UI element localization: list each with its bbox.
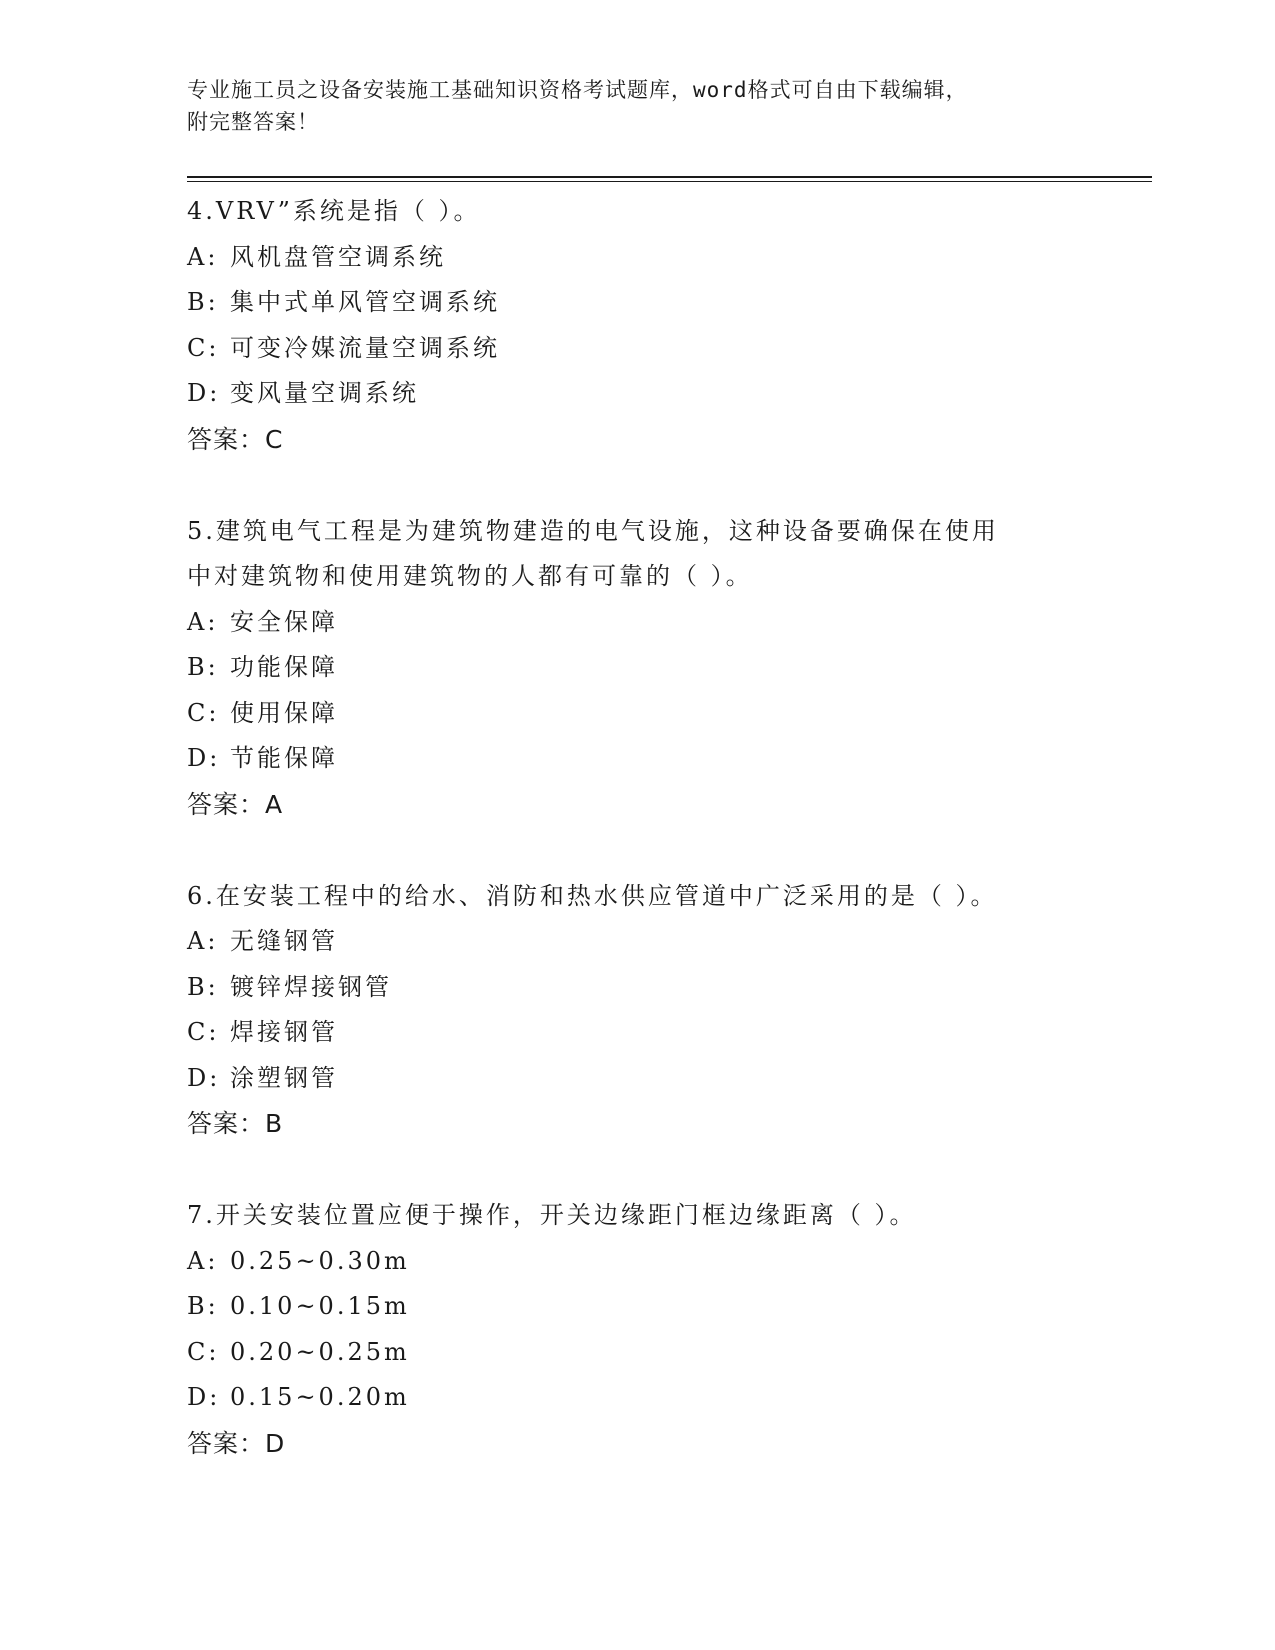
answer-line: 答案：D	[187, 1428, 286, 1458]
option-text: 涂塑钢管	[230, 1063, 338, 1092]
answer-line: 答案：B	[187, 1109, 284, 1138]
option-text: 安全保障	[230, 607, 338, 636]
answer-line: 答案：C	[187, 424, 284, 454]
option-b	[187, 280, 1107, 326]
question-stem: 5.建筑电气工程是为建筑物建造的电气设施，这种设备要确保在使用	[187, 516, 999, 545]
option-text: 0.15~0.20m	[230, 1383, 410, 1411]
option-text: 0.20~0.25m	[230, 1337, 410, 1366]
option-c	[187, 1330, 1107, 1376]
option-key: B:	[187, 653, 219, 681]
header-divider-thick	[187, 176, 1152, 178]
option-key: D:	[187, 379, 221, 407]
header-divider-thin	[187, 181, 1152, 182]
option-key: D:	[187, 1063, 221, 1092]
option-key: C:	[187, 333, 220, 362]
option-key: C:	[187, 698, 220, 727]
option-text: 变风量空调系统	[230, 379, 419, 407]
option-c	[187, 1010, 1107, 1056]
option-key: B:	[187, 972, 219, 1001]
question-list	[187, 189, 1107, 1513]
option-key: A:	[187, 1246, 219, 1275]
option-text: 集中式单风管空调系统	[230, 288, 500, 316]
option-b	[187, 645, 1107, 691]
option-key: A:	[187, 607, 219, 636]
option-b	[187, 1284, 1107, 1330]
option-text: 焊接钢管	[230, 1018, 338, 1046]
option-a	[187, 600, 1107, 646]
question-stem-continued: 中对建筑物和使用建筑物的人都有可靠的（ ）。	[187, 562, 753, 590]
option-key: D:	[187, 744, 221, 772]
option-text: 无缝钢管	[230, 927, 338, 955]
option-text: 可变冷媒流量空调系统	[230, 333, 500, 362]
question-stem: 4.VRV”系统是指（ ）。	[187, 197, 481, 225]
option-a	[187, 1239, 1107, 1285]
question-5	[187, 509, 1107, 828]
question-6	[187, 874, 1107, 1148]
option-key: C:	[187, 1018, 220, 1046]
question-7	[187, 1193, 1107, 1467]
question-4	[187, 189, 1107, 463]
option-d	[187, 1056, 1107, 1102]
option-key: B:	[187, 1292, 219, 1320]
header-line-1: 专业施工员之设备安装施工基础知识资格考试题库，word格式可自由下载编辑，	[187, 78, 968, 102]
option-text: 0.25~0.30m	[230, 1246, 410, 1275]
answer-line: 答案：A	[187, 789, 284, 819]
option-text: 镀锌焊接钢管	[230, 972, 392, 1001]
option-d	[187, 371, 1107, 417]
option-key: A:	[187, 927, 219, 955]
question-stem: 6.在安装工程中的给水、消防和热水供应管道中广泛采用的是（ ）。	[187, 881, 998, 910]
option-key: B:	[187, 288, 219, 316]
option-b	[187, 965, 1107, 1011]
option-a	[187, 235, 1107, 281]
option-d	[187, 1375, 1107, 1421]
option-key: A:	[187, 242, 219, 271]
option-text: 风机盘管空调系统	[230, 242, 446, 271]
option-c	[187, 691, 1107, 737]
option-d	[187, 736, 1107, 782]
question-stem: 7.开关安装位置应便于操作，开关边缘距门框边缘距离（ ）。	[187, 1201, 917, 1229]
option-key: C:	[187, 1337, 220, 1366]
option-text: 功能保障	[230, 653, 338, 681]
option-text: 节能保障	[230, 744, 338, 772]
header-line-2: 附完整答案！	[187, 110, 319, 134]
option-a	[187, 919, 1107, 965]
document-header	[187, 74, 1087, 138]
option-text: 使用保障	[230, 698, 338, 727]
option-text: 0.10~0.15m	[230, 1292, 410, 1320]
option-key: D:	[187, 1383, 221, 1411]
option-c	[187, 326, 1107, 372]
